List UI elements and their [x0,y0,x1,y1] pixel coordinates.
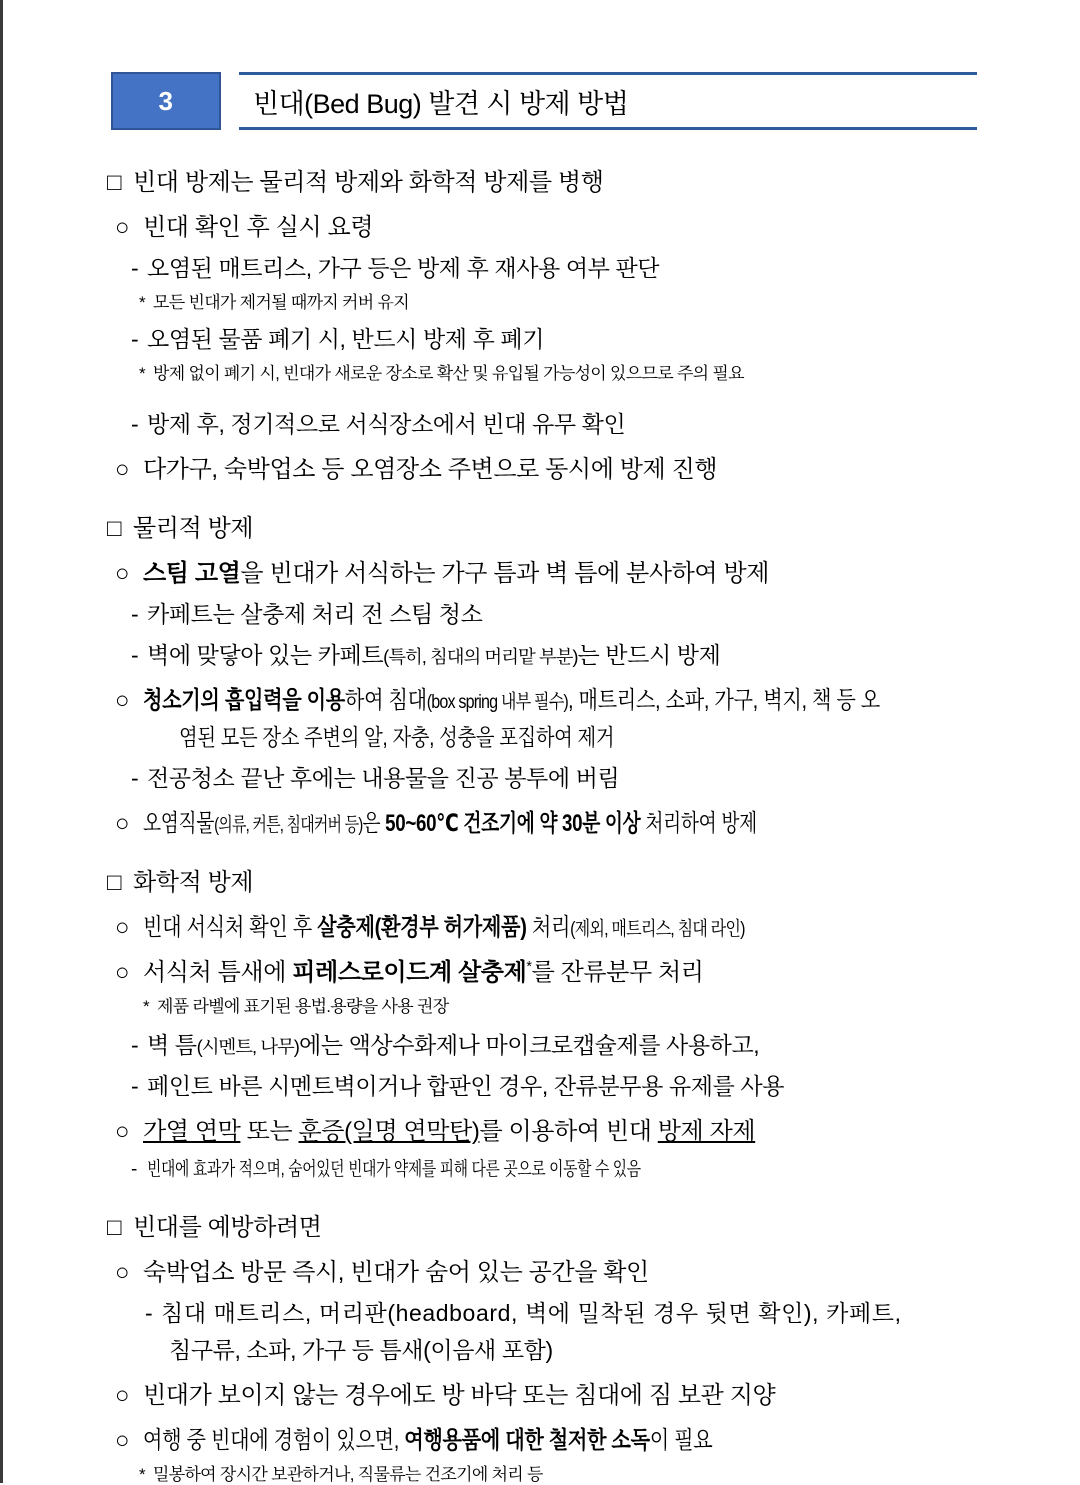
underlined-text: 훈증(일명 연막탄) [298,1118,480,1145]
document-body [107,148,1007,1485]
square-bullet-icon: □ [107,515,122,542]
note-text: 밀봉하여 장시간 보관하거나, 직물류는 건조기에 처리 등 [153,1465,543,1484]
list-item-text: 서식처 틈새에 [143,959,293,986]
circle-bullet-icon: ○ [115,810,130,837]
list-item-text: 방제 후, 정기적으로 서식장소에서 빈대 유무 확인 [147,411,626,437]
note-item [107,288,1007,313]
list-item [107,1375,1007,1410]
list-item [107,952,1007,987]
emphasis-text: 50~60℃ 건조기에 약 30분 이상 [385,810,641,837]
list-item [107,760,1007,793]
list-item [107,1295,1007,1328]
underlined-text: 방제 자제 [657,1118,756,1145]
emphasis-text: 청소기의 흡입력을 이용 [143,687,345,714]
list-item [107,162,1007,197]
emphasis-text: 스팀 고열 [143,560,241,587]
underlined-text: 가열 연막 [143,1118,241,1145]
list-item-text: 빈대에 효과가 적으며, 숨어있던 빈대가 약제를 피해 다른 곳으로 이동할 수 있음 [147,1159,641,1180]
dash-bullet-icon: - [145,1300,153,1326]
list-item [107,1207,1007,1242]
circle-bullet-icon: ○ [115,914,130,941]
note-item [107,359,1007,384]
list-item-text: 하여 침대 [344,687,427,714]
list-item-text-mid: 를 이용하여 빈대 [479,1118,658,1145]
circle-bullet-icon: ○ [115,1382,130,1409]
list-item [107,449,1007,484]
continuation-text: 염된 모든 장소 주변의 알, 자충, 성충을 포집하여 제거 [179,724,615,750]
list-item [107,508,1007,543]
emphasis-text: 피레스로이드계 살충제 [292,959,527,986]
list-item-text-tail: 처리하여 방제 [640,810,757,837]
list-item-text: 오염된 물품 폐기 시, 반드시 방제 후 폐기 [147,326,545,352]
list-item-text: 을 빈대가 서식하는 가구 틈과 벽 틈에 분사하여 방제 [240,560,770,587]
note-text: 모든 빈대가 제거될 때까지 커버 유지 [153,293,409,312]
note-text: 제품 라벨에 표기된 용법.용량을 사용 권장 [157,997,449,1016]
dash-bullet-icon: - [131,326,139,352]
square-bullet-icon: □ [107,1214,122,1241]
section-header [111,72,977,134]
list-item-text: 빈대 확인 후 실시 요령 [143,214,374,241]
list-item-text: 전공청소 끝난 후에는 내용물을 진공 봉투에 버림 [147,765,620,791]
list-item [107,1252,1007,1287]
dash-bullet-icon: - [131,1032,139,1058]
list-item [107,596,1007,629]
list-item-text-tail: 에는 액상수화제나 마이크로캡슐제를 사용하고, [298,1032,760,1058]
circle-bullet-icon: ○ [115,1118,130,1145]
list-item-continuation [107,719,1007,752]
circle-bullet-icon: ○ [115,214,130,241]
list-item [107,637,1007,670]
list-item-text-tail: , 매트리스, 소파, 가구, 벽지, 책 등 오 [567,687,880,714]
list-item-text: 여행 중 빈대에 경험이 있으면, [143,1427,405,1454]
list-item-text: 오염직물 [143,810,215,837]
emphasis-text: 여행용품에 대한 철저한 소독 [404,1427,650,1454]
asterisk-icon: * [139,1465,145,1484]
list-item-text: 빈대 서식처 확인 후 [143,914,318,941]
dash-bullet-icon: - [131,411,139,437]
list-item-text: 물리적 방제 [133,515,254,542]
list-item-text-tail: 이 필요 [649,1427,713,1454]
dash-bullet-icon: - [131,765,139,791]
dash-bullet-icon: - [131,1073,139,1099]
list-item-text: 침대 매트리스, 머리판(headboard, 벽에 밀착된 경우 뒷면 확인), 카페트, [161,1300,902,1326]
square-bullet-icon: □ [107,169,122,196]
page-title: 빈대(Bed Bug) 발견 시 방제 방법 [253,88,629,119]
list-item [107,1111,1007,1146]
circle-bullet-icon: ○ [115,959,130,986]
circle-bullet-icon: ○ [115,456,130,483]
square-bullet-icon: □ [107,869,122,896]
asterisk-icon: * [139,364,145,383]
list-item [107,680,1007,715]
circle-bullet-icon: ○ [115,687,130,714]
list-item [107,1027,1007,1060]
emphasis-text: 살충제(환경부 허가제품) [317,914,527,941]
list-item-paren: (제외, 매트리스, 침대 라인) [570,919,745,940]
list-item [107,1420,1007,1455]
list-item-paren: (의류, 커튼, 침대커버 등) [214,815,363,836]
list-item [107,406,1007,439]
list-item-text: 또는 [240,1118,299,1145]
list-item [107,803,1007,838]
list-item-text: 오염된 매트리스, 가구 등은 방제 후 재사용 여부 판단 [147,255,660,281]
list-item [107,1068,1007,1101]
circle-bullet-icon: ○ [115,1427,130,1454]
dash-bullet-icon: - [131,1159,137,1180]
footnote-marker: * [526,959,532,975]
list-item-text-mid: 처리 [526,914,571,941]
list-item [107,250,1007,283]
list-item-continuation [107,1332,1007,1365]
dash-bullet-icon: - [131,642,139,668]
list-item [107,907,1007,942]
list-item-text: 벽 틈 [147,1032,197,1058]
asterisk-icon: * [139,293,145,312]
dash-bullet-icon: - [131,601,139,627]
list-item [107,862,1007,897]
list-item-text: 벽에 맞닿아 있는 카페트 [147,642,384,668]
note-item [107,1460,1007,1485]
list-item-paren: (box spring 내부 필수) [426,692,568,713]
list-item-text-tail: 는 반드시 방제 [577,642,721,668]
section-number-badge: 3 [111,72,221,130]
list-item-text: 페인트 바른 시멘트벽이거나 합판인 경우, 잔류분무용 유제를 사용 [147,1073,785,1099]
list-item-text-mid: 은 [362,810,386,837]
list-item [107,207,1007,242]
list-item-paren: (시멘트, 나무) [196,1036,299,1057]
list-item-text: 빈대를 예방하려면 [133,1214,322,1241]
list-item-text: 화학적 방제 [133,869,254,896]
list-item-text: 빈대가 보이지 않는 경우에도 방 바닥 또는 침대에 짐 보관 지양 [143,1382,776,1409]
list-item-text: 빈대 방제는 물리적 방제와 화학적 방제를 병행 [133,169,604,196]
list-item-paren: (특히, 침대의 머리맡 부분) [383,646,578,667]
list-item-text: 다가구, 숙박업소 등 오염장소 주변으로 동시에 방제 진행 [143,456,718,483]
list-item-text-tail: 를 잔류분무 처리 [531,959,704,986]
list-item [107,553,1007,588]
continuation-text: 침구류, 소파, 가구 등 틈새(이음새 포함) [169,1337,553,1363]
list-item [107,321,1007,354]
note-text: 방제 없이 폐기 시, 빈대가 새로운 장소로 확산 및 유입될 가능성이 있으므로 주의 필요 [153,364,744,383]
section-title-bar [239,72,977,130]
dash-bullet-icon: - [131,255,139,281]
circle-bullet-icon: ○ [115,1259,130,1286]
note-item [107,992,1007,1017]
list-item-text: 카페트는 살충제 처리 전 스팀 청소 [147,601,483,627]
circle-bullet-icon: ○ [115,560,130,587]
asterisk-icon: * [143,997,149,1016]
list-item-text: 숙박업소 방문 즉시, 빈대가 숨어 있는 공간을 확인 [143,1259,649,1286]
list-item [107,1154,1007,1181]
